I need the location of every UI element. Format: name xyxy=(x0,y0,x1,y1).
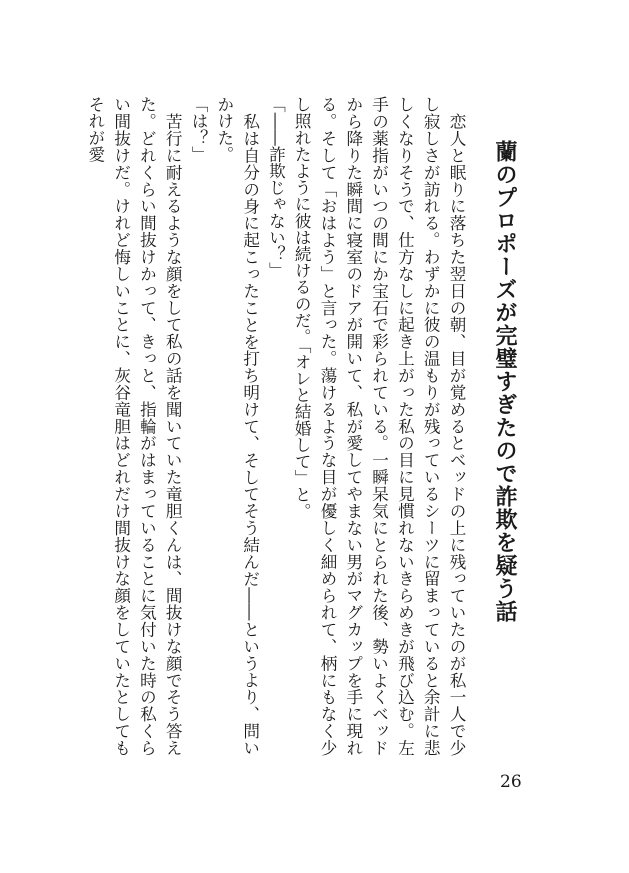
paragraph: 恋人と眠りに落ちた翌日の朝、目が覚めるとベッドの上に残っていたのが私一人で少し寂しさが訪れる。わずかに彼の温もりが残っているシーツに留まっていると余計に悲しくなりそうで、仕方なしに起き上がった私の目に見慣れないきらめきが飛び込む。左手の薬指がいつの間にか宝石で彩られている。一瞬呆気にとられた後、勢いよくベッドから降りた瞬間に寝室のドアが開いて、私が愛してやまない男がマグカップを手に現れる。そして「おはよう」と言った。蕩けるような目が優しく細められて、柄にもなく少し照れたように彼は続けるのだ。「オレと結婚して」と。 xyxy=(292,96,466,756)
page-number: 26 xyxy=(500,772,522,792)
paragraph: 「は？」 xyxy=(189,96,209,163)
paragraph: 「――詐欺じゃない？」 xyxy=(266,96,286,279)
chapter-title: 蘭のプロポーズが完璧すぎたので詐欺を疑う話 xyxy=(492,140,518,623)
paragraph: 私は自分の身に起こったことを打ち明けて、そしてそう結んだ――というより、問いかけた。 xyxy=(214,96,260,756)
paragraph: 苦行に耐えるような顔をして私の話を聞いていた竜胆くんは、間抜けな顔でそう答えた。どれくらい間抜けかって、きっと、指輪がはまっていることに気付いた時の私くらい間抜けだ。けれど悔しいことに、灰谷竜胆はどれだけ間抜けな顔をしていたとしてもそれが愛 xyxy=(85,96,183,756)
body-text xyxy=(85,96,469,756)
